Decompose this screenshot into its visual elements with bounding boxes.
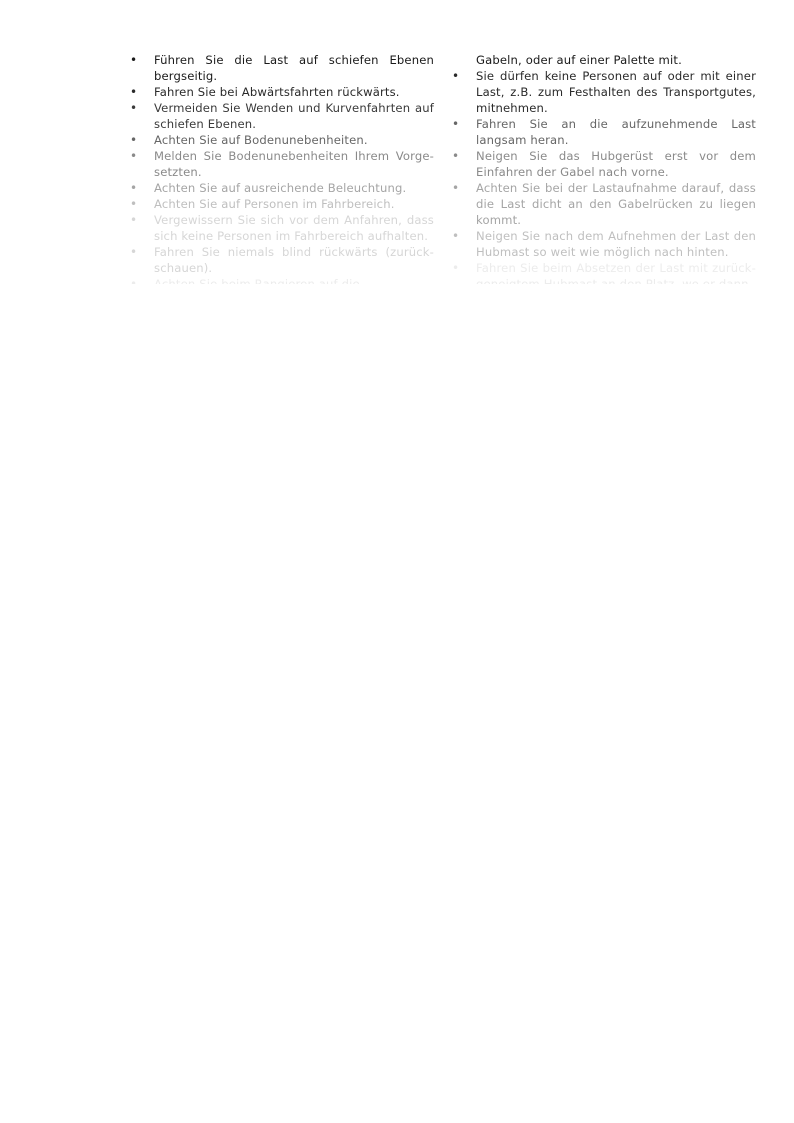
list-item: • Fahren Sie bei Abwärtsfahrten rückwärts. [154, 84, 434, 100]
list-item: • Melden Sie Bodenunebenheiten Ihrem Vorge-setzten. [154, 148, 434, 180]
list-item: • Achten Sie auf Personen im Fahrbereich. [154, 196, 434, 212]
list-item: • Achten Sie auf ausreichende Beleuchtung. [154, 180, 434, 196]
right-bullet-list [476, 52, 756, 292]
list-item: • Achten Sie bei der Lastaufnahme darauf, dass die Last dicht an den Gabelrücken zu liegen kommt. [476, 180, 756, 228]
list-item: • Fahren Sie niemals blind rückwärts (zurück-schauen). [154, 244, 434, 276]
left-bullet-list [154, 52, 434, 292]
list-item: • Vermeiden Sie Wenden und Kurvenfahrten auf schiefen Ebenen. [154, 100, 434, 132]
list-item: • Fahren Sie an die aufzunehmende Last langsam heran. [476, 116, 756, 148]
list-item: • Sie dürfen keine Personen auf oder mit einer Last, z.B. zum Festhalten des Transportgutes, mitnehmen. [476, 68, 756, 116]
list-item: • Achten Sie auf Bodenunebenheiten. [154, 132, 434, 148]
list-item: • Fahren Sie beim Absetzen der Last mit zurück- [476, 260, 756, 292]
right-column [476, 52, 756, 292]
list-item: • Vergewissern Sie sich vor dem Anfahren, dass sich keine Personen im Fahrbereich aufhalten. [154, 212, 434, 244]
list-item: • Neigen Sie das Hubgerüst erst vor dem Einfahren der Gabel nach vorne. [476, 148, 756, 180]
left-column [154, 52, 434, 292]
list-item: • Neigen Sie nach dem Aufnehmen der Last den Hubmast so weit wie möglich nach hinten. [476, 228, 756, 260]
page-fade-mask [100, 284, 794, 304]
list-item: • Führen Sie die Last auf schiefen Ebenen bergseitig. [154, 52, 434, 84]
list-item-continuation: Gabeln, oder auf einer Palette mit. [476, 53, 682, 67]
